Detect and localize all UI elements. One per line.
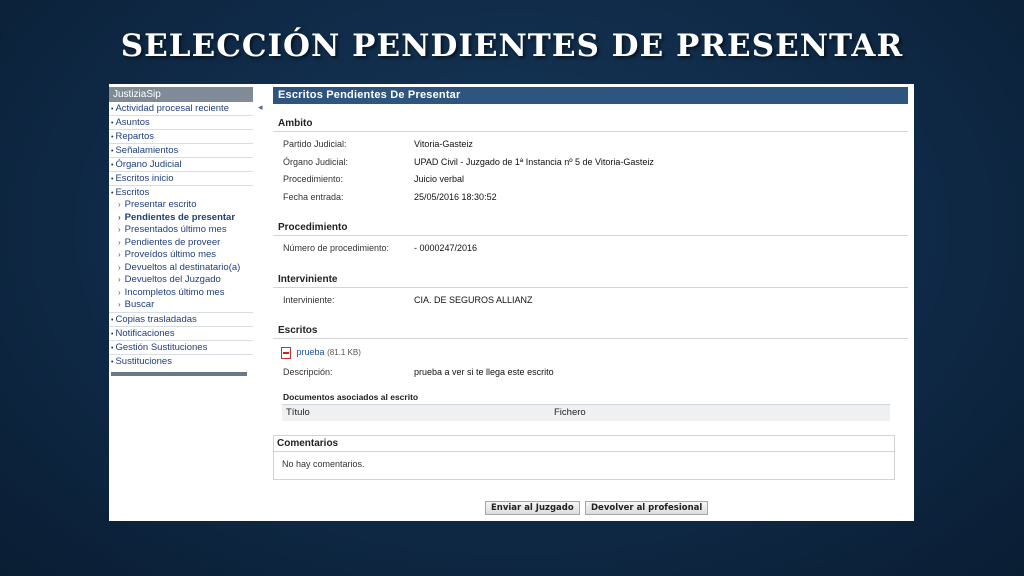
sidebar-subitem-pendientes-presentar[interactable]: › Pendientes de presentar bbox=[118, 211, 236, 223]
collapse-sidebar-icon[interactable]: ◂ bbox=[258, 102, 263, 112]
panel-title: Escritos Pendientes De Presentar bbox=[273, 87, 908, 104]
file-size: (81.1 KB) bbox=[327, 348, 361, 357]
return-to-professional-button[interactable]: Devolver al profesional bbox=[585, 501, 708, 515]
bullet-icon: • bbox=[111, 344, 114, 352]
section-escritos-heading: Escritos bbox=[273, 325, 908, 339]
sidebar bbox=[109, 87, 253, 376]
sidebar-item-notificaciones[interactable]: • Notificaciones bbox=[109, 327, 253, 341]
sidebar-subitem-devueltos-destinatario[interactable]: › Devueltos al destinatario(a) bbox=[118, 261, 241, 273]
sidebar-subitem-devueltos-juzgado[interactable]: › Devueltos del Juzgado bbox=[118, 274, 221, 285]
bullet-icon: • bbox=[111, 316, 114, 324]
sidebar-item-asuntos[interactable]: • Asuntos bbox=[109, 116, 253, 130]
slide-title: SELECCIÓN PENDIENTES DE PRESENTAR bbox=[120, 28, 904, 64]
bullet-icon: • bbox=[111, 176, 114, 183]
chevron-right-icon: › bbox=[118, 287, 121, 297]
col-titulo: Título bbox=[286, 406, 310, 418]
sidebar-item-copias[interactable]: • Copias trasladadas bbox=[109, 313, 253, 327]
bullet-icon: • bbox=[111, 106, 114, 113]
field-descripcion: Descripción: prueba a ver si te llega este escrito bbox=[283, 367, 554, 377]
attached-file bbox=[273, 343, 908, 362]
chevron-right-icon: › bbox=[118, 262, 121, 272]
sidebar-subitem-pendientes-proveer[interactable]: › Pendientes de proveer bbox=[118, 236, 221, 248]
field-numero-procedimiento: Número de procedimiento: - 0000247/2016 bbox=[283, 243, 478, 253]
section-interviniente-heading: Interviniente bbox=[273, 274, 908, 288]
section-procedimiento-heading: Procedimiento bbox=[273, 222, 908, 236]
sidebar-subitem-presentados[interactable]: › Presentados último mes bbox=[118, 224, 227, 235]
sidebar-item-gestion-sustituciones[interactable]: • Gestión Sustituciones bbox=[109, 341, 253, 355]
sidebar-item-organo-judicial[interactable]: • Órgano Judicial bbox=[109, 158, 253, 172]
comments-body: No hay comentarios. bbox=[274, 451, 894, 479]
chevron-right-icon: › bbox=[118, 300, 121, 309]
comments-heading: Comentarios bbox=[277, 437, 339, 449]
docs-heading: Documentos asociados al escrito bbox=[283, 391, 419, 402]
sidebar-item-senalamientos[interactable]: • Señalamientos bbox=[109, 144, 253, 158]
bullet-icon: • bbox=[111, 162, 114, 169]
field-organo-judicial: Órgano Judicial: UPAD Civil - Juzgado de 1ª Instancia nº 5 de Vitoria-Gasteiz bbox=[283, 156, 654, 167]
bullet-icon: • bbox=[111, 358, 114, 366]
bullet-icon: • bbox=[111, 120, 114, 127]
main-content bbox=[273, 87, 908, 480]
bullet-icon: • bbox=[111, 330, 114, 338]
chevron-right-icon: › bbox=[118, 212, 121, 222]
field-interviniente: Interviniente: CIA. DE SEGUROS ALLIANZ bbox=[283, 294, 533, 305]
sidebar-subitem-presentar-escrito[interactable]: › Presentar escrito bbox=[118, 199, 197, 210]
field-procedimiento: Procedimiento: Juicio verbal bbox=[283, 174, 465, 184]
col-fichero: Fichero bbox=[554, 406, 586, 418]
sidebar-subitem-proveidos[interactable]: › Proveídos último mes bbox=[118, 249, 217, 260]
sidebar-subitem-buscar[interactable]: › Buscar bbox=[109, 299, 253, 313]
sidebar-item-escritos-inicio[interactable]: • Escritos inicio bbox=[109, 172, 253, 186]
bullet-icon: • bbox=[111, 190, 114, 197]
section-ambito-heading: Ambito bbox=[273, 118, 908, 132]
pdf-file-icon bbox=[281, 347, 291, 359]
sidebar-item-actividad[interactable]: • Actividad procesal reciente bbox=[109, 102, 253, 116]
field-fecha-entrada: Fecha entrada: 25/05/2016 18:30:52 bbox=[283, 191, 497, 202]
file-download-link[interactable]: prueba bbox=[296, 347, 325, 357]
docs-table-header bbox=[282, 404, 890, 421]
sidebar-item-repartos[interactable]: • Repartos bbox=[109, 130, 253, 144]
chevron-right-icon: › bbox=[118, 225, 121, 234]
field-partido-judicial: Partido Judicial: Vitoria-Gasteiz bbox=[283, 139, 473, 149]
sidebar-subitem-incompletos[interactable]: › Incompletos último mes bbox=[118, 286, 225, 298]
bullet-icon: • bbox=[111, 134, 114, 141]
chevron-right-icon: › bbox=[118, 275, 121, 284]
comments-box bbox=[273, 435, 895, 480]
chevron-right-icon: › bbox=[118, 200, 121, 209]
send-to-court-button[interactable]: Enviar al Juzgado bbox=[485, 501, 580, 515]
sidebar-item-sustituciones[interactable]: • Sustituciones bbox=[111, 355, 172, 367]
sidebar-footer-bar bbox=[111, 372, 247, 376]
chevron-right-icon: › bbox=[118, 237, 121, 247]
sidebar-header: JustiziaSip bbox=[109, 87, 253, 102]
sidebar-item-escritos[interactable]: • Escritos bbox=[111, 187, 150, 198]
bullet-icon: • bbox=[111, 148, 114, 155]
chevron-right-icon: › bbox=[118, 250, 121, 259]
app-screenshot bbox=[109, 84, 914, 521]
